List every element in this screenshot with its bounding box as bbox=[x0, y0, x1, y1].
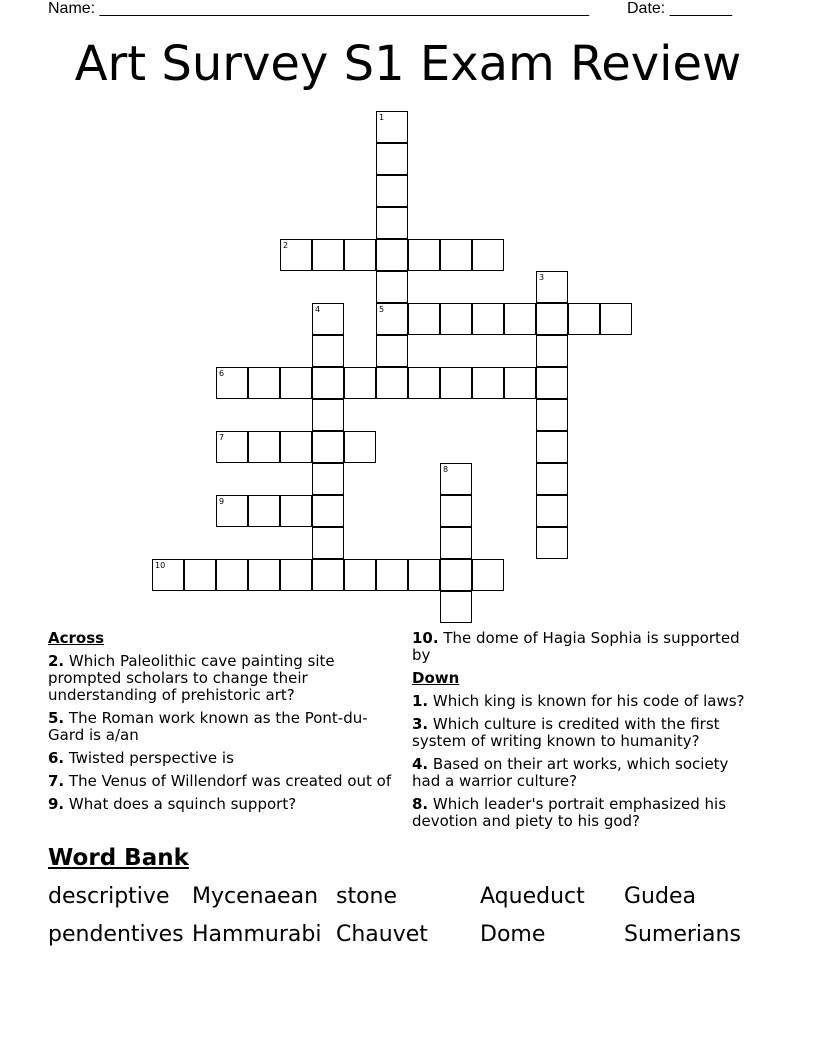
clue-text: The Venus of Willendorf was created out of bbox=[68, 772, 392, 790]
grid-cell[interactable] bbox=[440, 495, 472, 527]
grid-cell[interactable] bbox=[312, 495, 344, 527]
word-bank-title: Word Bank bbox=[48, 845, 189, 871]
grid-cell[interactable] bbox=[312, 431, 344, 463]
grid-cell[interactable] bbox=[504, 303, 536, 335]
grid-cell[interactable] bbox=[248, 495, 280, 527]
grid-cell[interactable] bbox=[472, 559, 504, 591]
grid-cell[interactable] bbox=[440, 591, 472, 623]
word-bank-word: Chauvet bbox=[336, 922, 428, 947]
grid-cell[interactable] bbox=[344, 559, 376, 591]
word-bank-word: Hammurabi bbox=[192, 922, 322, 947]
word-bank-word: Mycenaean bbox=[192, 884, 319, 909]
clue-number-label: 6 bbox=[219, 369, 225, 378]
page-title: Art Survey S1 Exam Review bbox=[74, 36, 742, 92]
grid-cell[interactable] bbox=[216, 559, 248, 591]
grid-cell[interactable] bbox=[216, 495, 248, 527]
grid-cell[interactable] bbox=[536, 463, 568, 495]
grid-cell[interactable] bbox=[280, 559, 312, 591]
grid-cell[interactable] bbox=[408, 367, 440, 399]
date-line: Date: _______ bbox=[627, 0, 732, 17]
clue-number-label: 8 bbox=[443, 465, 449, 474]
grid-cell[interactable] bbox=[312, 527, 344, 559]
grid-cell[interactable] bbox=[440, 367, 472, 399]
grid-cell[interactable] bbox=[312, 559, 344, 591]
grid-cell[interactable] bbox=[536, 367, 568, 399]
grid-cell[interactable] bbox=[408, 303, 440, 335]
across-heading: Across bbox=[48, 629, 105, 647]
clue-down-3 bbox=[412, 716, 757, 750]
clue-text: Which culture is credited with the first system of writing known to humanity? bbox=[412, 715, 720, 750]
grid-cell[interactable] bbox=[376, 239, 408, 271]
grid-cell[interactable] bbox=[376, 367, 408, 399]
grid-cell[interactable] bbox=[248, 367, 280, 399]
grid-cell[interactable] bbox=[376, 207, 408, 239]
clue-text: Which Paleolithic cave painting site prompted scholars to change their understanding of prehistoric art? bbox=[48, 652, 335, 704]
clue-number: 8. bbox=[412, 795, 429, 813]
grid-cell[interactable] bbox=[440, 559, 472, 591]
grid-cell[interactable] bbox=[568, 303, 600, 335]
grid-cell[interactable] bbox=[536, 527, 568, 559]
grid-cell[interactable] bbox=[536, 431, 568, 463]
grid-cell[interactable] bbox=[216, 367, 248, 399]
clue-number: 1. bbox=[412, 692, 429, 710]
grid-cell[interactable] bbox=[536, 271, 568, 303]
grid-cell[interactable] bbox=[376, 303, 408, 335]
word-bank-word: stone bbox=[336, 884, 398, 909]
clue-across-6 bbox=[48, 750, 393, 767]
clue-number: 9. bbox=[48, 795, 65, 813]
clue-number-label: 5 bbox=[379, 305, 385, 314]
grid-cell[interactable] bbox=[440, 303, 472, 335]
grid-cell[interactable] bbox=[280, 239, 312, 271]
clue-text: Twisted perspective is bbox=[68, 749, 234, 767]
grid-cell[interactable] bbox=[536, 335, 568, 367]
grid-cell[interactable] bbox=[344, 239, 376, 271]
down-heading: Down bbox=[412, 669, 460, 687]
grid-cell[interactable] bbox=[312, 399, 344, 431]
grid-cell[interactable] bbox=[536, 495, 568, 527]
grid-cell[interactable] bbox=[312, 463, 344, 495]
word-bank-word: pendentives bbox=[48, 922, 184, 947]
grid-cell[interactable] bbox=[408, 239, 440, 271]
clue-number-label: 1 bbox=[379, 113, 385, 122]
clue-number: 5. bbox=[48, 709, 65, 727]
clue-text: The Roman work known as the Pont-du-Gard is a/an bbox=[48, 709, 368, 744]
clue-text: Which leader's portrait emphasized his devotion and piety to his god? bbox=[412, 795, 727, 830]
word-bank-word: Sumerians bbox=[624, 922, 741, 947]
clue-down-8 bbox=[412, 796, 757, 830]
clue-number-label: 4 bbox=[315, 305, 321, 314]
grid-cell[interactable] bbox=[376, 111, 408, 143]
grid-cell[interactable] bbox=[216, 431, 248, 463]
grid-cell[interactable] bbox=[280, 495, 312, 527]
clue-text: The dome of Hagia Sophia is supported by bbox=[412, 629, 740, 664]
word-bank-word: Aqueduct bbox=[480, 884, 585, 909]
grid-cell[interactable] bbox=[600, 303, 632, 335]
clue-number: 2. bbox=[48, 652, 65, 670]
grid-cell[interactable] bbox=[248, 559, 280, 591]
clue-text: What does a squinch support? bbox=[68, 795, 297, 813]
grid-cell[interactable] bbox=[376, 143, 408, 175]
clue-number-label: 3 bbox=[539, 273, 545, 282]
grid-cell[interactable] bbox=[536, 399, 568, 431]
grid-cell[interactable] bbox=[280, 431, 312, 463]
name-line: Name: _______________________________________________________ bbox=[48, 0, 589, 17]
clue-across-10 bbox=[412, 630, 757, 664]
grid-cell[interactable] bbox=[376, 559, 408, 591]
clue-number: 10. bbox=[412, 629, 439, 647]
clue-text: Which king is known for his code of laws? bbox=[432, 692, 745, 710]
clue-number-label: 7 bbox=[219, 433, 225, 442]
clue-down-4 bbox=[412, 756, 757, 790]
grid-cell[interactable] bbox=[344, 367, 376, 399]
grid-cell[interactable] bbox=[440, 527, 472, 559]
clue-number: 4. bbox=[412, 755, 429, 773]
grid-cell[interactable] bbox=[184, 559, 216, 591]
clue-number-label: 10 bbox=[155, 561, 166, 570]
clue-number-label: 9 bbox=[219, 497, 225, 506]
clues-right-column bbox=[412, 630, 757, 836]
grid-cell[interactable] bbox=[440, 239, 472, 271]
word-bank-word: Gudea bbox=[624, 884, 696, 909]
clues-left-column bbox=[48, 630, 393, 819]
grid-cell[interactable] bbox=[312, 239, 344, 271]
grid-cell[interactable] bbox=[312, 303, 344, 335]
grid-cell[interactable] bbox=[152, 559, 184, 591]
clue-across-2 bbox=[48, 653, 393, 704]
clue-number-label: 2 bbox=[283, 241, 289, 250]
clue-number: 6. bbox=[48, 749, 65, 767]
grid-cell[interactable] bbox=[344, 431, 376, 463]
word-bank-word: descriptive bbox=[48, 884, 170, 909]
clue-number: 7. bbox=[48, 772, 65, 790]
grid-cell[interactable] bbox=[280, 367, 312, 399]
clue-number: 3. bbox=[412, 715, 429, 733]
clue-text: Based on their art works, which society had a warrior culture? bbox=[412, 755, 729, 790]
clue-across-7 bbox=[48, 773, 393, 790]
clue-across-5 bbox=[48, 710, 393, 744]
grid-cell[interactable] bbox=[312, 335, 344, 367]
grid-cell[interactable] bbox=[472, 239, 504, 271]
grid-cell[interactable] bbox=[376, 271, 408, 303]
word-bank-word: Dome bbox=[480, 922, 546, 947]
grid-cell[interactable] bbox=[472, 303, 504, 335]
grid-cell[interactable] bbox=[312, 367, 344, 399]
grid-cell[interactable] bbox=[536, 303, 568, 335]
clue-across-9 bbox=[48, 796, 393, 813]
grid-cell[interactable] bbox=[504, 367, 536, 399]
grid-cell[interactable] bbox=[440, 463, 472, 495]
clue-down-1 bbox=[412, 693, 757, 710]
grid-cell[interactable] bbox=[376, 175, 408, 207]
grid-cell[interactable] bbox=[248, 431, 280, 463]
grid-cell[interactable] bbox=[472, 367, 504, 399]
grid-cell[interactable] bbox=[408, 559, 440, 591]
grid-cell[interactable] bbox=[376, 335, 408, 367]
